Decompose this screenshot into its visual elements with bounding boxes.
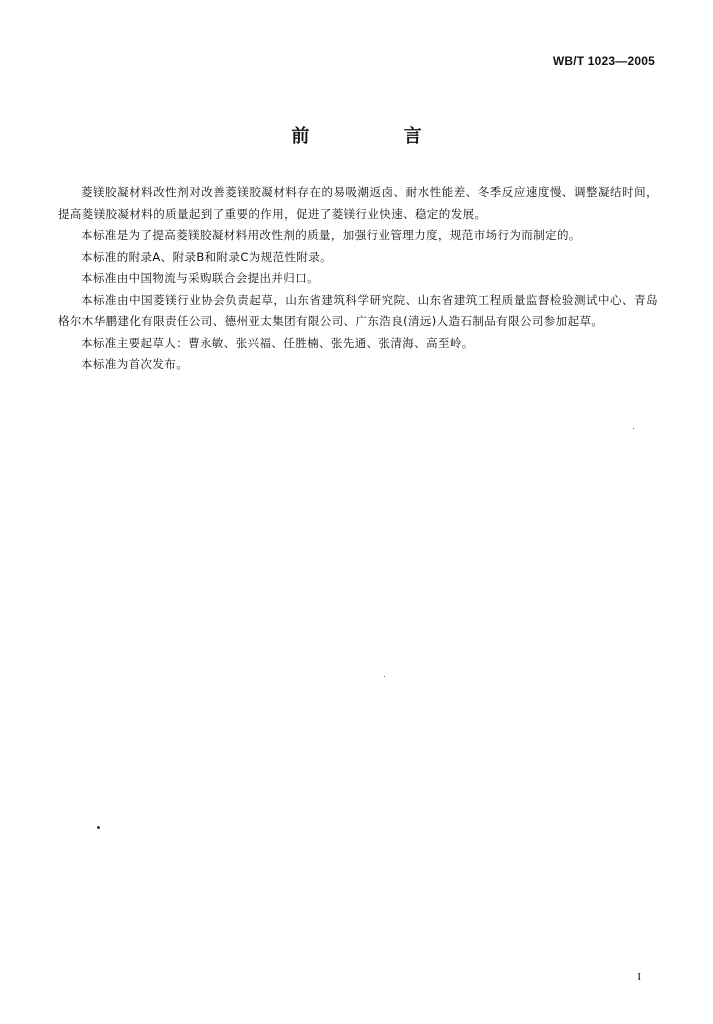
scan-speck [384,676,385,677]
paragraph: 本标准的附录A、附录B和附录C为规范性附录。 [81,249,333,264]
paragraph: 本标准由中国菱镁行业协会负责起草，山东省建筑科学研究院、山东省建筑工程质量监督检验测试中心、青岛格尔木华鹏建化有限责任公司、德州亚太集团有限公司、广东浩良(清远)人造石制品有限公司参加起草。 [58,292,658,328]
preface-body [58,182,658,376]
paragraph: 菱镁胶凝材料改性剂对改善菱镁胶凝材料存在的易吸潮返卤、耐水性能差、冬季反应速度慢、调整凝结时间，提高菱镁胶凝材料的质量起到了重要的作用，促进了菱镁行业快速、稳定的发展。 [58,185,658,221]
paragraph: 本标准为首次发布。 [81,357,189,371]
scan-speck [633,428,634,429]
paragraph: 本标准是为了提高菱镁胶凝材料用改性剂的质量，加强行业管理力度，规范市场行为而制定的。 [81,228,581,242]
page-number: I [637,971,641,983]
paragraph: 本标准由中国物流与采购联合会提出并归口。 [81,271,319,285]
standard-code: WB/T 1023—2005 [552,54,655,68]
scan-speck [97,826,100,829]
page-title: 前 言 [291,126,466,147]
paragraph: 本标准主要起草人：曹永敏、张兴福、任胜楠、张先通、张清海、高至岭。 [81,335,474,350]
